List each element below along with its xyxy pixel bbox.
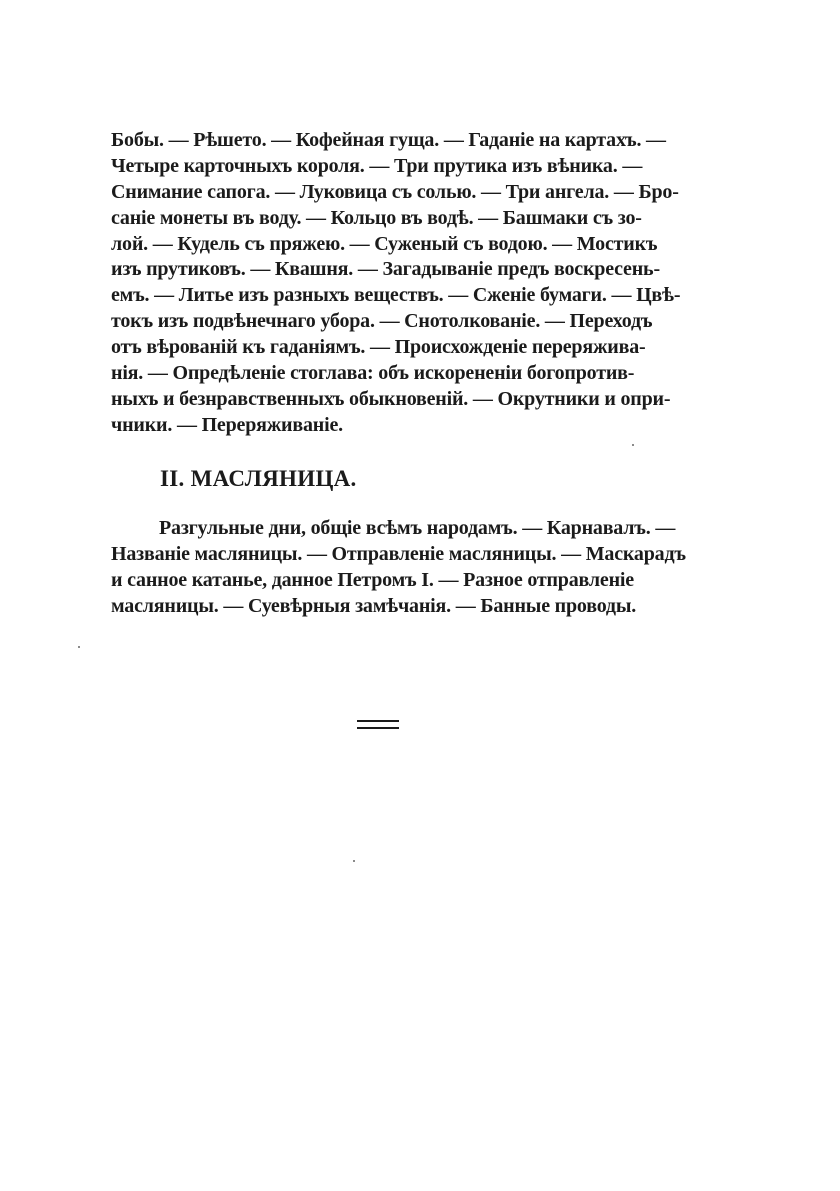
- contents-line: Разгульные дни, общіе всѣмъ народамъ. — Карнавалъ. —: [159, 517, 676, 539]
- contents-section-2: [111, 516, 686, 620]
- contents-line: лой. — Кудель съ пряжею. — Суженый съ водою. — Мостикъ: [111, 232, 658, 255]
- contents-line: нія. — Опредѣленіе стоглава: объ искорененіи богопротив-: [111, 362, 635, 385]
- scan-speck: [78, 646, 80, 648]
- contents-line: масляницы. — Суевѣрныя замѣчанія. — Банные проводы.: [111, 594, 637, 617]
- contents-line: ныхъ и безнравственныхъ обыкновеній. — Окрутники и опри-: [111, 387, 671, 410]
- contents-line: Четыре карточныхъ короля. — Три прутика изъ вѣника. —: [111, 154, 643, 177]
- contents-section-1: [111, 128, 681, 439]
- contents-line: емъ. — Литье изъ разныхъ веществъ. — Сженіе бумаги. — Цвѣ-: [111, 284, 681, 307]
- contents-line: чники. — Переряживаніе.: [111, 413, 343, 436]
- contents-line: изъ прутиковъ. — Квашня. — Загадываніе предъ воскресень-: [111, 258, 660, 281]
- contents-line: Снимание сапога. — Луковица съ солью. — Три ангела. — Бро-: [111, 180, 679, 203]
- section-heading: II. МАСЛЯНИЦА.: [160, 466, 357, 491]
- double-rule-ornament: [357, 720, 399, 730]
- contents-line: саніе монеты въ воду. — Кольцо въ водѣ. — Башмаки съ зо-: [111, 206, 642, 229]
- scan-speck: [353, 860, 355, 862]
- scan-speck: [632, 444, 634, 446]
- contents-line: токъ изъ подвѣнечнаго убора. — Снотолкованіе. — Переходъ: [111, 310, 653, 333]
- contents-line: Бобы. — Рѣшето. — Кофейная гуща. — Гаданіе на картахъ. —: [111, 129, 666, 151]
- contents-line: и санное катанье, данное Петромъ I. — Разное отправленіе: [111, 568, 634, 591]
- contents-line: отъ вѣрованій къ гаданіямъ. — Происхожденіе переряживa-: [111, 336, 646, 359]
- contents-line: Названіе масляницы. — Отправленіе масляницы. — Маскарадъ: [111, 542, 686, 565]
